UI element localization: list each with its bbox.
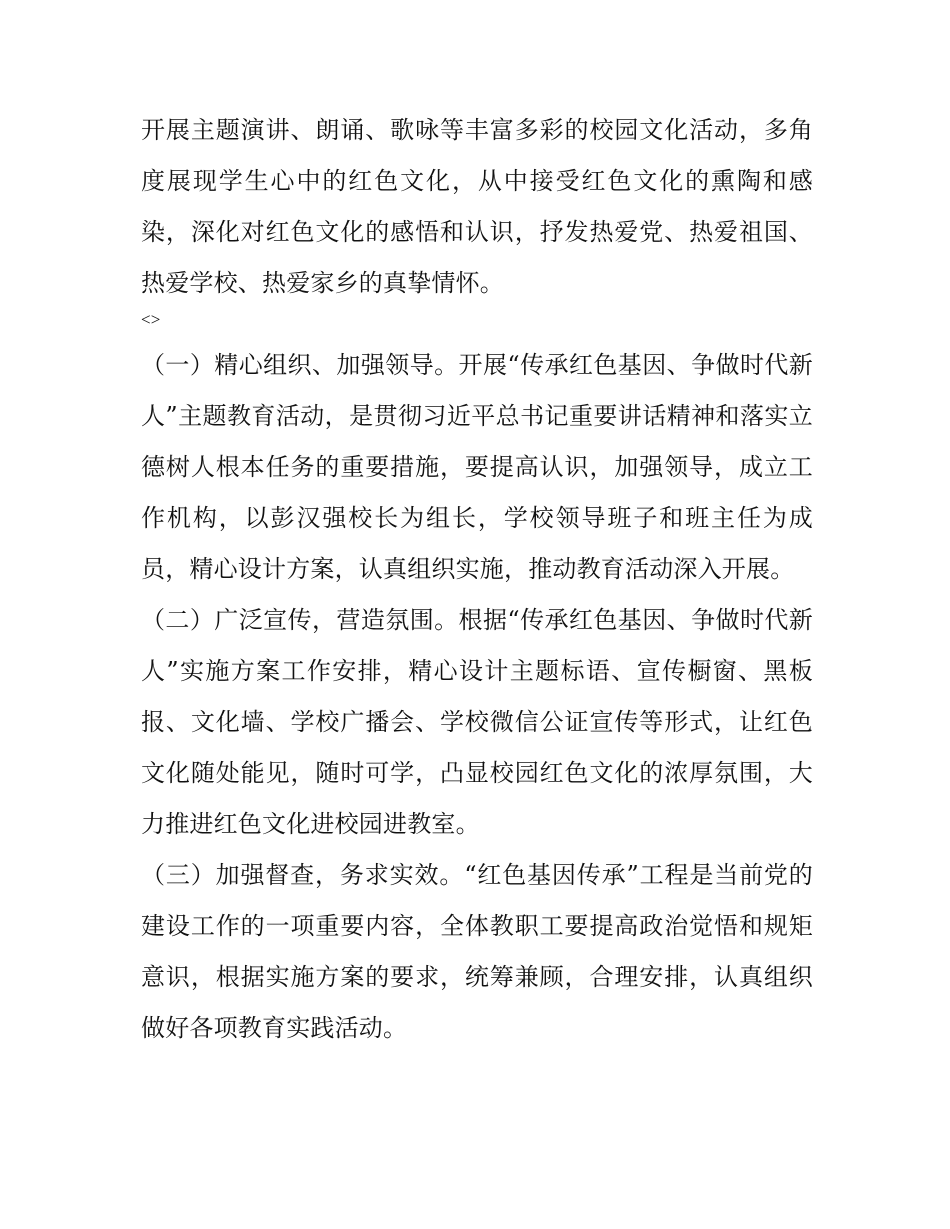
section-marker: <> xyxy=(141,310,161,329)
document-body xyxy=(141,105,813,1054)
paragraph-section-3: （三）加强督查，务求实效。“红色基因传承”工程是当前党的建设工作的一项重要内容，全体教职工要提高政治觉悟和规矩意识，根据实施方案的要求，统筹兼顾，合理安排，认真组织做好各项教育实践活动。 xyxy=(141,861,813,1042)
paragraph-intro: 开展主题演讲、朗诵、歌咏等丰富多彩的校园文化活动，多角度展现学生心中的红色文化，从中接受红色文化的熏陶和感染，深化对红色文化的感悟和认识，抒发热爱党、热爱祖国、热爱学校、热爱家乡的真挚情怀。 xyxy=(141,116,813,297)
paragraph-section-1: （一）精心组织、加强领导。开展“传承红色基因、争做时代新人”主题教育活动，是贯彻习近平总书记重要讲话精神和落实立德树人根本任务的重要措施，要提高认识，加强领导，成立工作机构，以彭汉强校长为组长，学校领导班子和班主任为成员，精心设计方案，认真组织实施，推动教育活动深入开展。 xyxy=(141,351,813,583)
paragraph-section-2: （二）广泛宣传，营造氛围。根据“传承红色基因、争做时代新人”实施方案工作安排，精心设计主题标语、宣传橱窗、黑板报、文化墙、学校广播会、学校微信公证宣传等形式，让红色文化随处能见，随时可学，凸显校园红色文化的浓厚氛围，大力推进红色文化进校园进教室。 xyxy=(141,606,813,838)
